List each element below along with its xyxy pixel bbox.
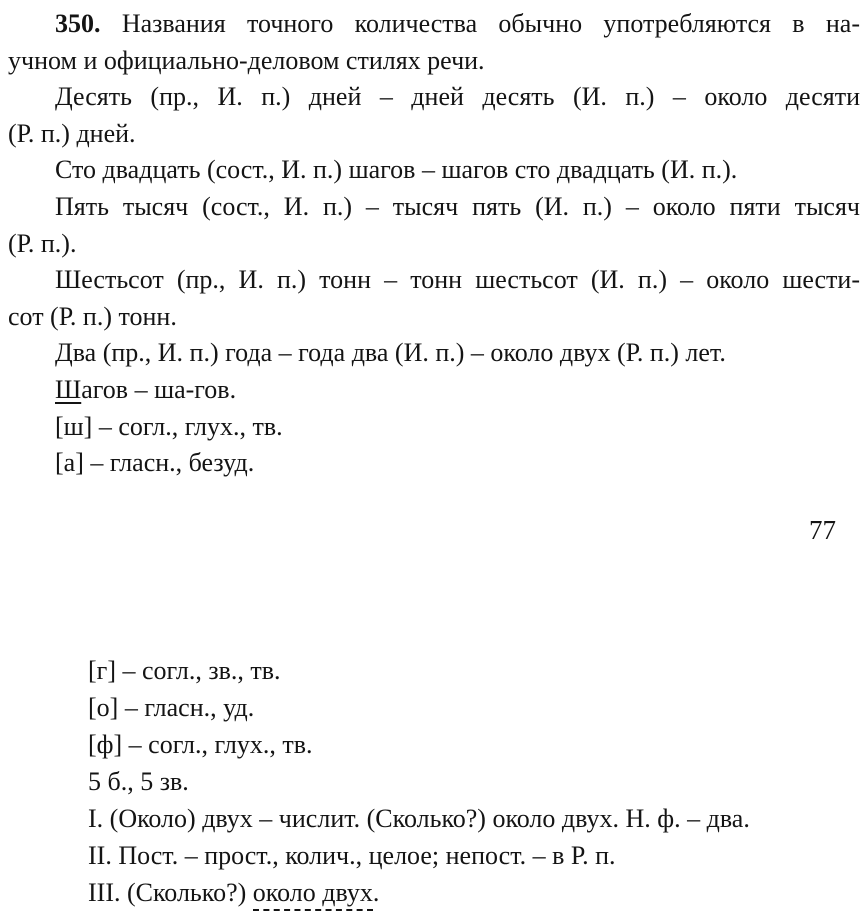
page-number: 77	[809, 514, 836, 545]
morphology-line-iii-underlined: около двух	[253, 878, 373, 911]
solution-line-shestsot-2: сот (Р. п.) тонн.	[8, 301, 177, 331]
solution-line-desyat-1: Десять (пр., И. п.) дней – дней десять (И. п.) – около десяти	[55, 82, 860, 112]
solution-line-pyat-tysyach-2: (Р. п.).	[8, 228, 77, 258]
phonetic-line-g: [г] – согл., зв., тв.	[88, 655, 281, 685]
solution-line-sto-dvadtsat: Сто двадцать (сост., И. п.) шагов – шагов сто двадцать (И. п.).	[55, 155, 738, 185]
solution-line-desyat-2: (Р. п.) дней.	[8, 118, 136, 148]
word-division-line	[8, 372, 860, 409]
solution-continuation-section	[0, 652, 868, 911]
word-division-underlined-letter: Ш	[55, 374, 82, 404]
exercise-number: 350.	[55, 9, 101, 38]
solution-line-dva-goda: Два (пр., И. п.) года – года два (И. п.) – около двух (Р. п.) лет.	[55, 338, 726, 368]
morphology-line-iii-period: .	[372, 877, 380, 907]
morphology-line-ii: II. Пост. – прост., колич., целое; непост. – в Р. п.	[88, 840, 616, 870]
morphology-line-i: I. (Около) двух – числит. (Сколько?) около двух. Н. ф. – два.	[88, 803, 750, 833]
morphology-line-iii-prefix: III. (Сколько?)	[88, 877, 253, 907]
solution-line-pyat-tysyach-1: Пять тысяч (сост., И. п.) – тысяч пять (И. п.) – около пяти тысяч	[55, 191, 860, 221]
phonetic-line-sh: [ш] – согл., глух., тв.	[55, 411, 283, 441]
phonetic-line-f: [ф] – согл., глух., тв.	[88, 729, 313, 759]
phonetic-line-o: [о] – гласн., уд.	[88, 692, 255, 722]
exercise-intro-line-1	[8, 6, 860, 43]
morphology-line-iii	[88, 874, 858, 911]
exercise-intro-line-2: учном и официально-деловом стилях речи.	[8, 45, 485, 75]
word-division-rest: агов – ша-гов.	[81, 374, 237, 404]
solution-line-shestsot-1: Шестьсот (пр., И. п.) тонн – тонн шестьсот (И. п.) – около шести-	[55, 265, 860, 295]
phonetic-summary-line: 5 б., 5 зв.	[88, 766, 189, 796]
phonetic-line-a: [а] – гласн., безуд.	[55, 448, 255, 478]
exercise-intro-text: Названия точного количества обычно употребляются в на-	[121, 9, 861, 38]
